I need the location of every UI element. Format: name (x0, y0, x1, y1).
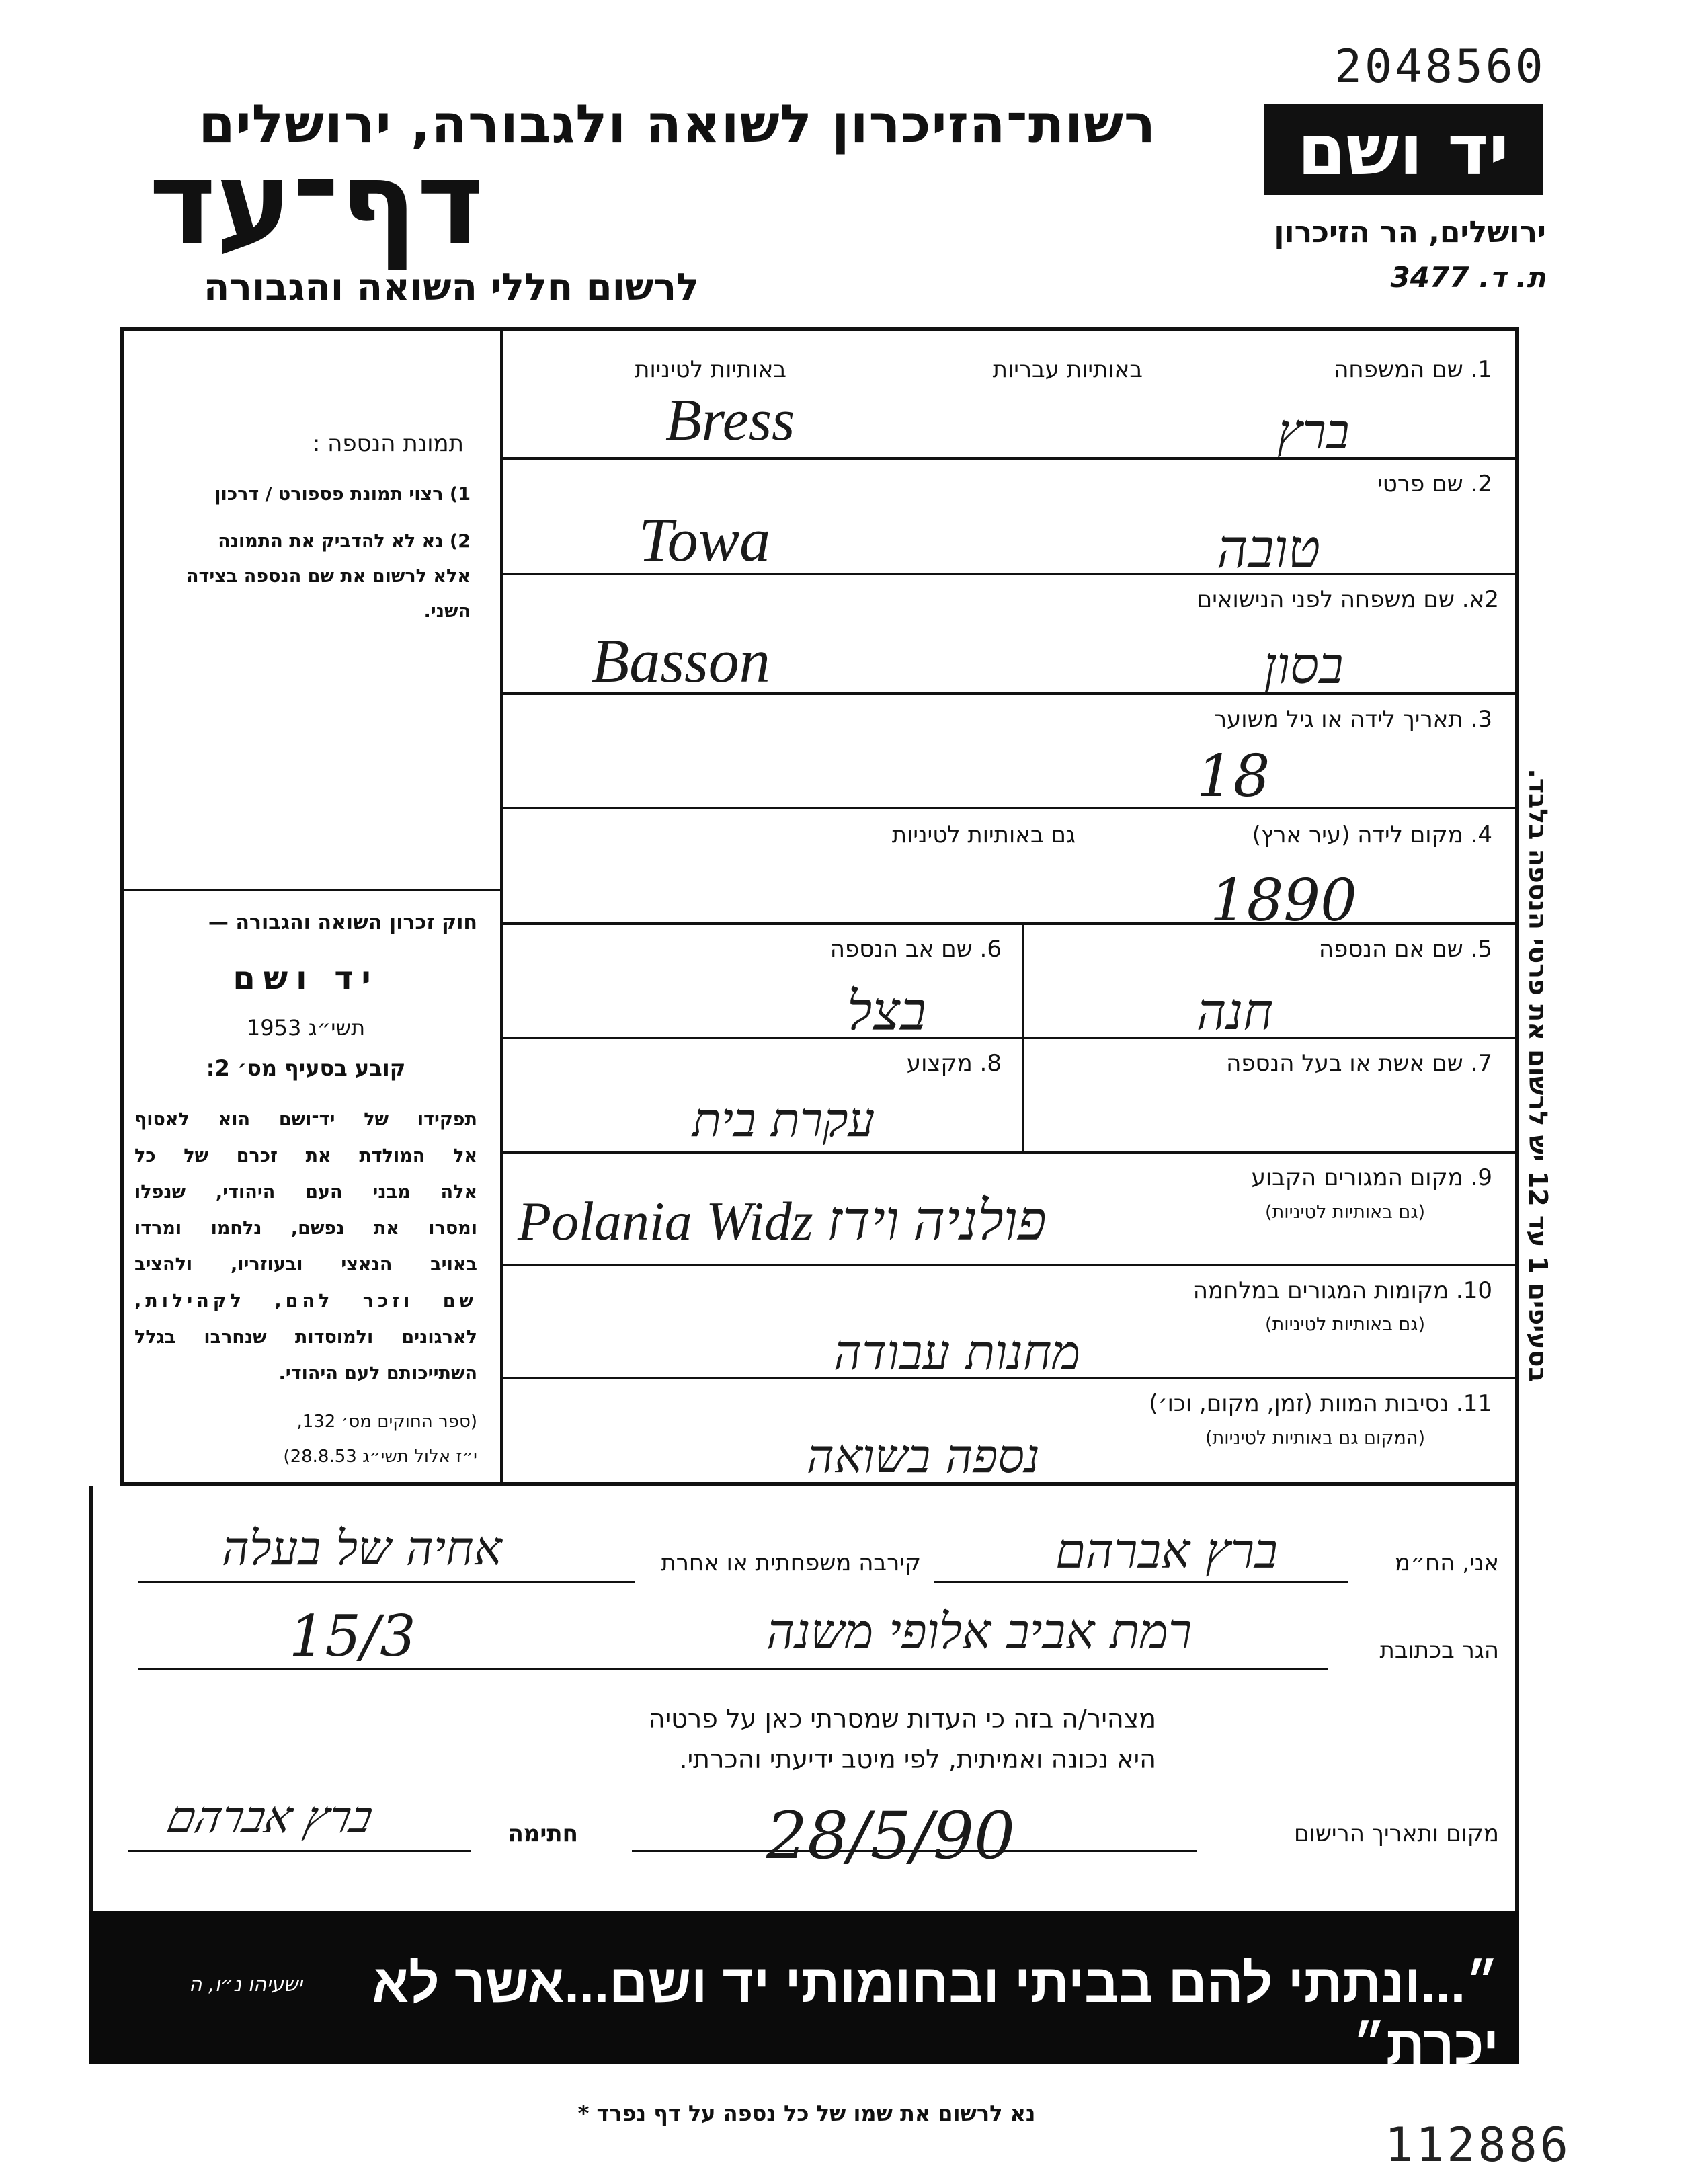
page-subtitle: לרשום חללי השואה והגבורה (203, 266, 699, 309)
law-reference-2: י״ז אלול תשי״ג 28.8.53) (283, 1447, 477, 1467)
field-9-value[interactable]: Polania Widz פולניה וידז (518, 1190, 1047, 1252)
yad-vashem-logo (1264, 104, 1543, 195)
field-3-value[interactable]: 18 (1197, 743, 1270, 810)
relation-value[interactable]: אחיה של בעלה (222, 1521, 502, 1576)
field-2a-label: 2א. שם משפחה לפני הנישואים (1197, 586, 1499, 613)
banner-source: ישעיהו נ״ו, ה (189, 1973, 302, 1996)
photo-note-1: 1) רצוי תמונת פספורט / דרכון (214, 484, 471, 505)
row-separator-4 (500, 807, 1519, 809)
field-4-value[interactable]: 1890 (1210, 867, 1357, 934)
law-year: תשי״ג 1953 (246, 1015, 366, 1041)
document-number-top: 2048560 (1334, 40, 1546, 93)
field-2-hebrew-value[interactable]: טובה (1217, 518, 1321, 580)
field-9-label: 9. מקום המגורים הקבוע (1251, 1164, 1492, 1191)
field-10-value[interactable]: מחנות עבודה (834, 1324, 1081, 1381)
field-8-label: 8. מקצוע (906, 1050, 1002, 1077)
field-10-label: 10. מקומות המגורים במלחמה (1192, 1277, 1492, 1304)
address-value[interactable]: רמת אביב אלופי משנה (766, 1603, 1192, 1660)
declarant-underline (934, 1581, 1348, 1583)
address: ירושלים, הר הזיכרון (1274, 215, 1546, 249)
declarant-value[interactable]: ברץ אברהם (1055, 1523, 1278, 1579)
relation-label: קירבה משפחתית או אחרת (661, 1549, 921, 1576)
page-title: דף־עד (149, 137, 484, 270)
field-4-latin-note: גם באותיות לטיניות (891, 821, 1076, 848)
banner-quote: ״...ונתתי להם בביתי ובחומותי יד ושם...אשר לא יכרת״ (372, 1953, 1499, 2075)
footer-note: נא לרשום את שמו של כל נספה על דף נפרד * (577, 2101, 1036, 2126)
field-9-note: (גם באותיות לטיניות) (1264, 1202, 1425, 1223)
law-text-line-4: ומסרו את נפשם, נלחמו ומרדו (134, 1218, 477, 1239)
statement-line-2: היא נכונה ואמיתית, לפי מיטב ידיעתי והכרתי. (679, 1744, 1156, 1774)
photo-box-title: תמונת הנספה : (312, 430, 464, 457)
law-heading: חוק זכרון השואה והגבורה — (208, 911, 477, 934)
law-text-line-8: השתייכותם לעם היהודי. (278, 1363, 477, 1384)
field-3-label: 3. תאריך לידה או גיל משוער (1213, 706, 1492, 733)
field-11-note: (המקום גם באותיות לטיניות) (1205, 1428, 1425, 1449)
side-note: בסעיפים 1 עד 12 יש לרשום את פרטי הנספה בלבד. (1523, 768, 1553, 1383)
field-7-label: 7. שם אשת או בעל הנספה (1226, 1050, 1492, 1077)
field-2-label: 2. שם פרטי (1377, 471, 1492, 497)
document-number-bottom: 112886 (1385, 2117, 1571, 2173)
law-text-line-6: שם וזכר להם, לקהילות, (134, 1291, 477, 1311)
field-2a-latin-value[interactable]: Basson (592, 626, 770, 695)
signature-underline (128, 1850, 471, 1852)
signature-image: ברץ אברהם (162, 1791, 378, 1843)
left-column-divider (500, 327, 503, 1486)
field-8-value[interactable]: עקרת בית (692, 1092, 875, 1147)
law-name: יד ושם (233, 960, 379, 998)
declarant-label: אני, הח״מ (1395, 1549, 1499, 1576)
field-6-label: 6. שם אב הנספה (829, 936, 1002, 963)
law-text-line-2: אל המולדת את זכרם של כל (134, 1145, 477, 1166)
field-5-label: 5. שם אם הנספה (1318, 936, 1492, 963)
logo-text: יד ושם (1297, 108, 1509, 191)
law-text-line-3: אלה מבני העם היהודי, שנפלו (134, 1182, 477, 1203)
field-11-value[interactable]: נספה בשואה (807, 1428, 1040, 1484)
row-separator-6 (500, 1037, 1519, 1039)
field-5-value[interactable]: חנה (1197, 981, 1274, 1041)
field-2-latin-value[interactable]: Towa (639, 505, 771, 574)
photo-note-2-line-2: אלא לרשום את שם הנספה בצידה (186, 566, 471, 587)
column-header-hebrew: באותיות עבריות (992, 356, 1143, 383)
row-separator-7 (500, 1151, 1519, 1154)
law-text-line-1: תפקידו של יד־ושם הוא לאסוף (134, 1109, 477, 1130)
row-separator-1 (500, 457, 1519, 460)
po-box: ת. ד. 3477 (1390, 261, 1546, 294)
field-6-value[interactable]: בצל (847, 980, 926, 1043)
field-10-note: (גם באותיות לטיניות) (1264, 1314, 1425, 1335)
statement-line-1: מצהיר/ה בזה כי העדות שמסרתי כאן על פרטיה (648, 1704, 1156, 1734)
row-separator-5 (500, 922, 1519, 925)
photo-note-2-line-1: 2) נא לא להדביק את התמונה (218, 531, 471, 552)
field-2a-hebrew-value[interactable]: בסון (1264, 635, 1344, 695)
field-11-label: 11. נסיבות המוות (זמן, מקום, וכו׳) (1149, 1390, 1492, 1417)
law-reference-1: (ספר החוקים מס׳ 132, (296, 1412, 477, 1432)
field-1-latin-value[interactable]: Bress (665, 388, 795, 453)
law-clause: קובע בסעיף מס׳ 2: (206, 1055, 406, 1081)
address-label: הגר בכתובת (1379, 1637, 1499, 1664)
signature-label: חתימה (508, 1820, 578, 1847)
relation-underline (138, 1581, 635, 1583)
field-1-hebrew-value[interactable]: ברץ (1277, 403, 1350, 460)
authority-name: רשות־הזיכרון לשואה ולגבורה, ירושלים (198, 94, 1156, 155)
field-1-label: 1. שם המשפחה (1334, 356, 1492, 383)
column-header-latin: באותיות לטיניות (635, 356, 786, 383)
row-separator-8 (500, 1264, 1519, 1266)
place-date-label: מקום ותאריך הרישום (1294, 1820, 1499, 1847)
law-text-line-7: לארגונים ולמוסדות שנחרבו בגלל (134, 1327, 477, 1348)
address-number[interactable]: 15/3 (289, 1603, 416, 1669)
photo-note-2-line-3: השני. (423, 601, 471, 622)
mid-column-divider (1022, 922, 1024, 1151)
photo-law-separator (120, 889, 503, 891)
place-date-value[interactable]: 28/5/90 (766, 1798, 1016, 1873)
field-4-label: 4. מקום לידה (עיר ארץ) (1252, 821, 1492, 848)
law-text-line-5: באויב הנאצי ובעוזריו, ולהציב (134, 1254, 477, 1275)
